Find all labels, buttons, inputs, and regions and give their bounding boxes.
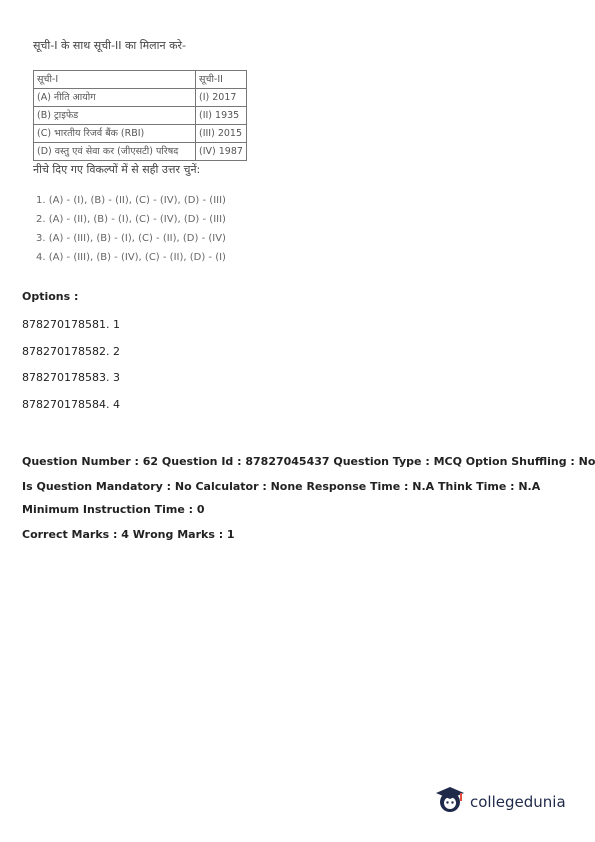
table-cell: (D) वस्तु एवं सेवा कर (जीएसटी) परिषद (34, 143, 196, 161)
table-header-cell: सूची-II (196, 71, 247, 89)
answer-choice: 2. (A) - (II), (B) - (I), (C) - (IV), (D) - (III) (36, 214, 226, 225)
question-meta-line: Correct Marks : 4 Wrong Marks : 1 (22, 528, 235, 541)
table-cell: (A) नीति आयोग (34, 89, 196, 107)
option-id: 878270178584. 4 (22, 398, 120, 411)
table-header-row (34, 71, 247, 89)
table-row (34, 143, 247, 161)
options-heading: Options : (22, 290, 79, 303)
answer-choices (36, 191, 226, 267)
answer-choice: 4. (A) - (III), (B) - (IV), (C) - (II), (D) - (I) (36, 252, 226, 263)
question-meta-line: Minimum Instruction Time : 0 (22, 503, 205, 516)
question-meta-line: Is Question Mandatory : No Calculator : None Response Time : N.A Think Time : N.A (22, 480, 541, 493)
brand-name: collegedunia (470, 793, 566, 811)
question-title: सूची-I के साथ सूची-II का मिलान करे- (33, 39, 187, 52)
answer-choice: 1. (A) - (I), (B) - (II), (C) - (IV), (D) - (III) (36, 195, 226, 206)
table-cell: (IV) 1987 (196, 143, 247, 161)
answer-choice: 3. (A) - (III), (B) - (I), (C) - (II), (D) - (IV) (36, 233, 226, 244)
table-cell: (C) भारतीय रिजर्व बैंक (RBI) (34, 125, 196, 143)
option-id: 878270178582. 2 (22, 345, 120, 358)
collegedunia-logo (434, 784, 566, 820)
table-header-cell: सूची-I (34, 71, 196, 89)
table-cell: (II) 1935 (196, 107, 247, 125)
question-meta-line: Question Number : 62 Question Id : 87827045437 Question Type : MCQ Option Shuffling : No (22, 455, 595, 468)
match-table (33, 70, 247, 161)
graduation-cap-icon (434, 784, 466, 820)
option-id: 878270178581. 1 (22, 318, 120, 331)
table-row (34, 107, 247, 125)
option-id: 878270178583. 3 (22, 371, 120, 384)
table-cell: (I) 2017 (196, 89, 247, 107)
table-cell: (B) ट्राइफेड (34, 107, 196, 125)
question-instruction: नीचे दिए गए विकल्पों में से सही उत्तर चुनें: (33, 163, 201, 176)
table-row (34, 89, 247, 107)
table-row (34, 125, 247, 143)
table-cell: (III) 2015 (196, 125, 247, 143)
